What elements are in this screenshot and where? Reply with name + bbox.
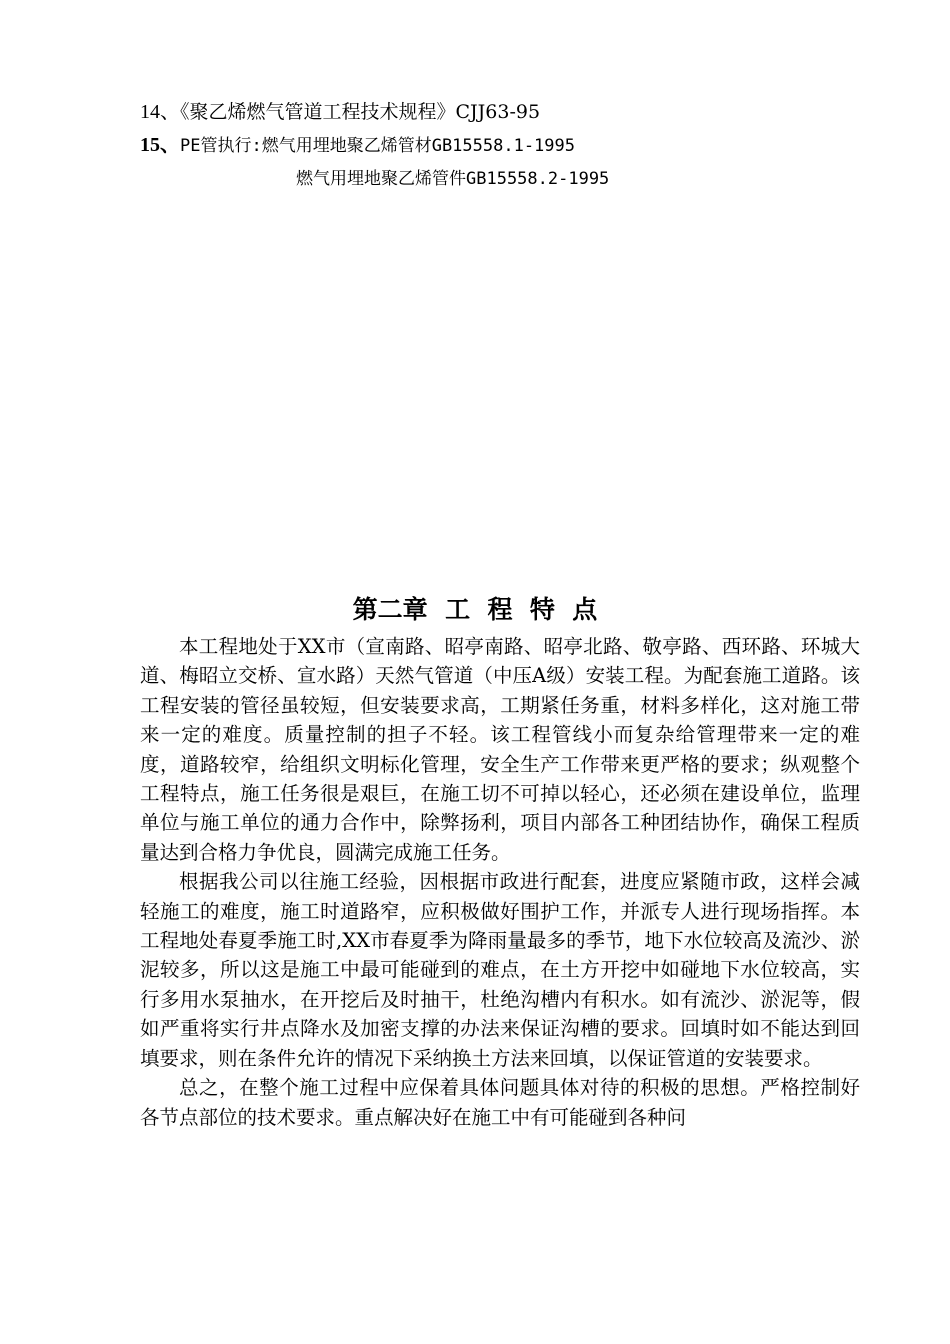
paragraph: 本工程地处于XX市（宣南路、昭亭南路、昭亭北路、敬亭路、西环路、环城大道、梅昭立交桥、宣水路）天然气管道（中压A级）安装工程。为配套施工道路。该工程安装的管径虽较短，但安装要求高，工期紧任务重，材料多样化，这对施工带来一定的难度。质量控制的担子不轻。该工程管线小而复杂给管理带来一定的难度，道路较窄，给组织文明标化管理，安全生产工作带来更严格的要求；纵观整个工程特点，施工任务很是艰巨，在施工切不可掉以轻心，还必须在建设单位，监理单位与施工单位的通力合作中，除弊扬利，项目内部各工种团结协作，确保工程质量达到合格力争优良，圆满完成施工任务。: [140, 635, 860, 864]
reference-item-14: [140, 99, 540, 125]
chapter-body: [140, 632, 860, 1132]
reference-text: 《聚乙烯燃气管道工程技术规程》CJJ63-95: [180, 101, 541, 123]
paragraph: 总之，在整个施工过程中应保着具体问题具体对待的积极的思想。严格控制好各节点部位的技术要求。重点解决好在施工中有可能碰到各种问: [140, 1076, 860, 1129]
reference-number: 15、: [140, 134, 180, 156]
reference-text: PE管执行:燃气用埋地聚乙烯管材GB15558.1-1995: [180, 136, 575, 156]
chapter-title: 第二章 工 程 特 点: [352, 595, 598, 624]
reference-text: 燃气用埋地聚乙烯管件GB15558.2-1995: [296, 169, 610, 189]
reference-item-15-continuation: [296, 165, 609, 192]
paragraph: 根据我公司以往施工经验，因根据市政进行配套，进度应紧随市政，这样会减轻施工的难度，施工时道路窄，应积极做好围护工作，并派专人进行现场指挥。本工程地处春夏季施工时,XX市春夏季为降雨量最多的季节，地下水位较高及流沙、淤泥较多，所以这是施工中最可能碰到的难点，在土方开挖中如碰地下水位较高，实行多用水泵抽水，在开挖后及时抽干，杜绝沟槽内有积水。如有流沙、淤泥等，假如严重将实行井点降水及加密支撑的办法来保证沟槽的要求。回填时如不能达到回填要求，则在条件允许的情况下采纳换土方法来回填，以保证管道的安装要求。: [140, 870, 860, 1070]
reference-item-15: [140, 132, 575, 159]
reference-number: 14、: [140, 101, 180, 123]
